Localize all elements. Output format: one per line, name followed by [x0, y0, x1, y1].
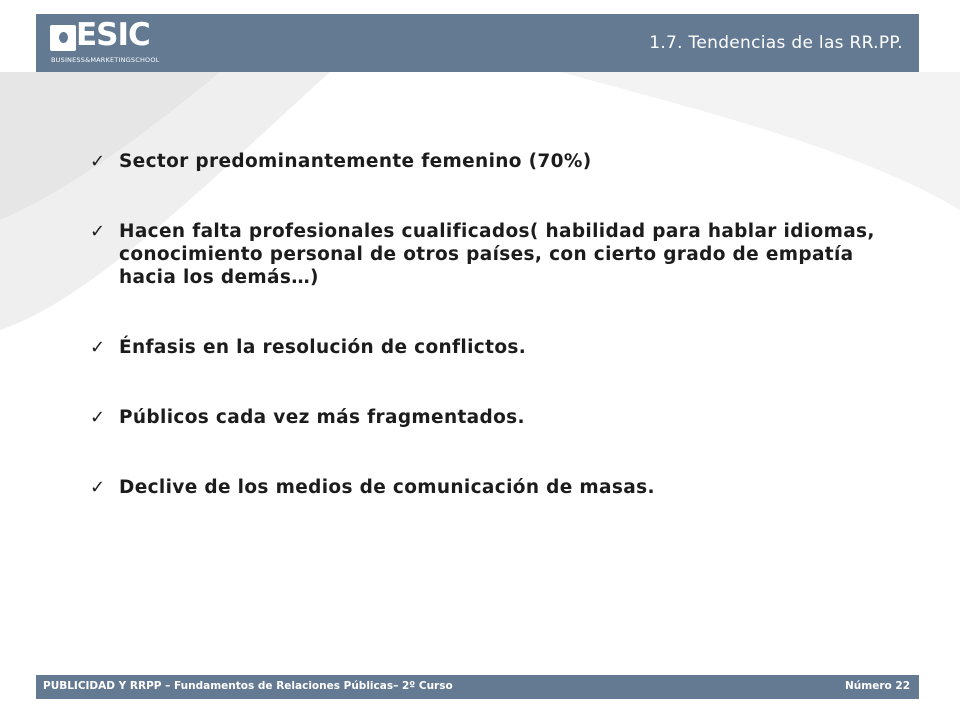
- esic-logo: [50, 17, 200, 65]
- header-bar: [36, 14, 919, 72]
- bullet-text: Públicos cada vez más fragmentados.: [119, 407, 525, 428]
- check-icon: ✓: [90, 337, 106, 358]
- bullet-item: [90, 220, 910, 289]
- bullet-text: Hacen falta profesionales cualificados( habilidad para hablar idiomas, conocimiento personal de otros países, con cierto grado de empatía hacia los demás…): [119, 221, 875, 288]
- bullet-item: [90, 336, 910, 359]
- bullet-item: [90, 406, 910, 429]
- bullet-text: Declive de los medios de comunicación de masas.: [119, 477, 655, 498]
- check-icon: ✓: [90, 477, 106, 498]
- check-icon: ✓: [90, 221, 106, 242]
- bullet-item: [90, 150, 910, 173]
- logo-text: ESIC: [76, 17, 150, 53]
- bullet-text: Sector predominantemente femenino (70%): [119, 151, 592, 172]
- shield-icon: [50, 25, 76, 51]
- footer-course-text: PUBLICIDAD Y RRPP – Fundamentos de Relaciones Públicas– 2º Curso: [43, 680, 453, 692]
- bullet-list: [90, 150, 910, 499]
- check-icon: ✓: [90, 151, 106, 172]
- page-number: Número 22: [845, 680, 910, 692]
- bullet-text: Énfasis en la resolución de conflictos.: [119, 337, 527, 358]
- slide-title: 1.7. Tendencias de las RR.PP.: [649, 33, 903, 53]
- bullet-item: [90, 476, 910, 499]
- logo-subtext: BUSINESS&MARKETINGSCHOOL: [51, 56, 160, 64]
- check-icon: ✓: [90, 407, 106, 428]
- footer-bar: [36, 675, 919, 699]
